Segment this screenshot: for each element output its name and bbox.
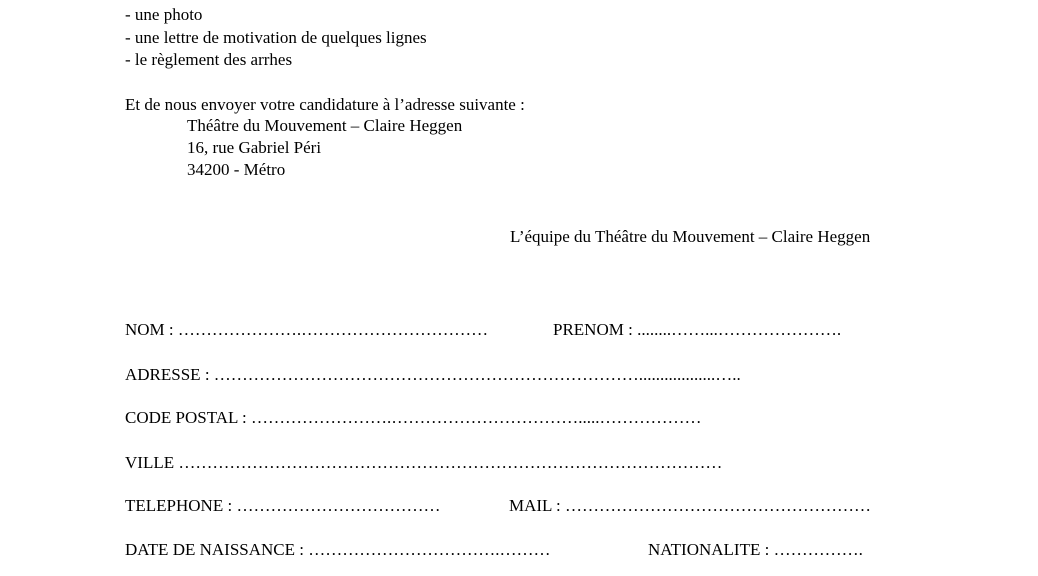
field-date-naissance-dots[interactable]: …………………………….……… [308,540,551,559]
field-nationalite-dots[interactable]: ……………. [773,540,863,559]
field-mail-label: MAIL : [509,496,561,515]
field-adresse[interactable] [125,365,741,385]
field-mail-dots[interactable]: ……………………………………………… [565,496,872,515]
field-telephone[interactable] [125,496,440,516]
field-nom[interactable] [125,320,488,340]
field-date-naissance-label: DATE DE NAISSANCE : [125,540,304,559]
field-telephone-dots[interactable]: ……………………………… [236,496,441,515]
field-adresse-label: ADRESSE : [125,365,210,384]
field-mail[interactable] [509,496,871,516]
field-adresse-dots[interactable]: …………………………………………………………………..................….. [213,365,741,384]
field-prenom[interactable] [553,320,841,340]
field-prenom-dots[interactable]: ........……...…………………. [637,320,842,339]
field-code-postal[interactable] [125,408,702,428]
field-nom-label: NOM : [125,320,174,339]
field-ville-dots[interactable]: …………………………………………………………………………………… [178,453,723,472]
requirement-deposit-payment: - le règlement des arrhes [125,50,293,69]
field-ville-label: VILLE [125,453,175,472]
address-name: Théâtre du Mouvement – Claire Heggen [187,116,463,135]
field-telephone-label: TELEPHONE : [125,496,233,515]
field-nom-dots[interactable]: ………………….…………………………… [177,320,489,339]
address-street: 16, rue Gabriel Péri [187,138,322,157]
field-code-postal-dots[interactable]: …………………….…………………………….....……………… [251,408,702,427]
field-code-postal-label: CODE POSTAL : [125,408,247,427]
requirement-motivation-letter: - une lettre de motivation de quelques lignes [125,28,427,47]
application-intro: Et de nous envoyer votre candidature à l’adresse suivante : [125,95,525,114]
field-ville[interactable] [125,453,722,473]
requirement-photo: - une photo [125,5,203,24]
field-prenom-label: PRENOM : [553,320,633,339]
signature: L’équipe du Théâtre du Mouvement – Claire Heggen [510,227,871,246]
field-nationalite[interactable] [648,540,863,560]
address-city: 34200 - Métro [187,160,286,179]
field-nationalite-label: NATIONALITE : [648,540,770,559]
field-date-naissance[interactable] [125,540,550,560]
